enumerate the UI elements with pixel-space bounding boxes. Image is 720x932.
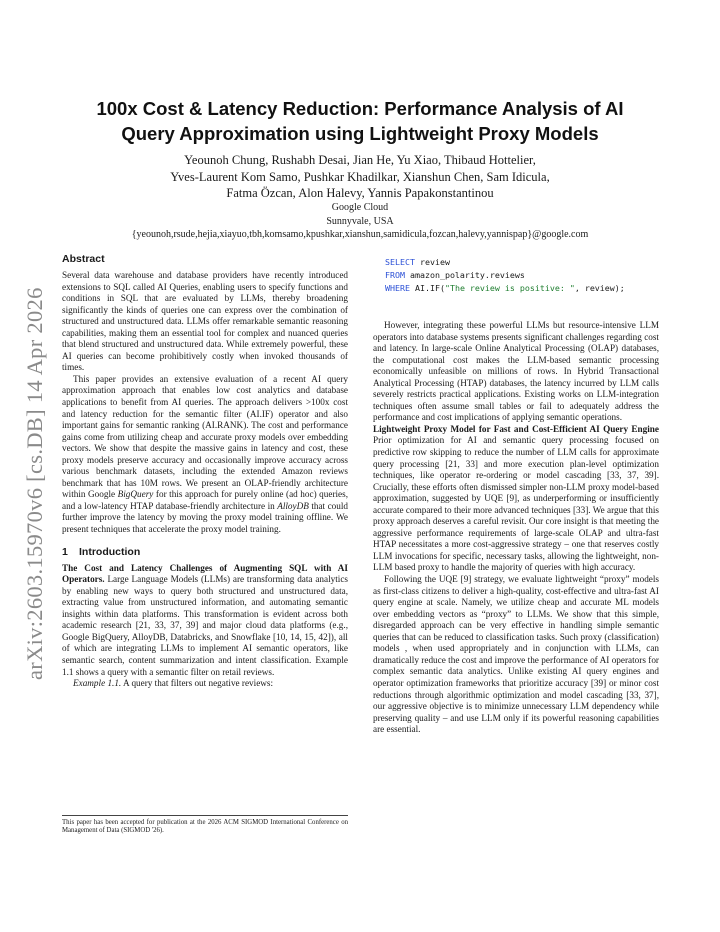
bigquery-emphasis: BigQuery bbox=[117, 489, 154, 500]
paper-title bbox=[60, 96, 660, 146]
authors-line-1: Yeounoh Chung, Rushabh Desai, Jian He, Yu Xiao, Thibaud Hottelier, bbox=[184, 153, 536, 167]
right-column bbox=[373, 320, 659, 736]
sql-keyword-select: SELECT bbox=[385, 257, 415, 267]
affiliation-emails: {yeounoh,rsude,hejia,xiayuo,tbh,komsamo,kpushkar,xianshun,samidicula,fozcan,halevy,yannispap}@google.com bbox=[131, 229, 589, 240]
authors-line-2: Yves-Laurent Kom Samo, Pushkar Khadilkar, Xianshun Chen, Sam Idicula, bbox=[170, 169, 550, 184]
code-line-3-call: AI.IF( bbox=[409, 283, 445, 294]
section-title: Introduction bbox=[79, 545, 141, 558]
sql-code-listing bbox=[385, 256, 625, 296]
sql-keyword-from: FROM bbox=[385, 270, 405, 281]
arxiv-identifier-stamp: arXiv:2603.15970v6 [cs.DB] 14 Apr 2026 bbox=[22, 287, 47, 680]
right-paragraph-2-text: Prior optimization for AI and semantic query processing focused on predictive row skipping to reduce the number of LLM calls for approximate query processing [21, 33] and more execution plan-level optimization techniques, like operator re-ordering or model cascading [33, 37, 39]. Crucially, these efforts often dismissed simpler non-LLM proxy model-based approximation, suggested by UQE [9], as underperforming or insufficiently accurate compared to their more advanced techniques [33]. We argue that this proxy approach deserves a careful revisit. Our core insight is that meeting the aggressive performance requirements of large-scale OLAP and ultra-fast HTAP necessitates a more cost-aggressive strategy – one that reserves costly LLM invocations for specific, necessary tasks, allowing the lightweight, non-LLM based proxy to handle the majority of queries with high accuracy. bbox=[373, 435, 659, 573]
code-line-2 bbox=[385, 269, 625, 282]
section-number: 1 bbox=[62, 545, 68, 558]
introduction-heading bbox=[62, 546, 348, 559]
code-line-1 bbox=[385, 256, 625, 269]
affiliation-block bbox=[60, 201, 660, 242]
introduction-paragraph-1 bbox=[62, 563, 348, 678]
left-column bbox=[62, 253, 348, 690]
abstract-p2-part-a: This paper provides an extensive evaluation of a recent AI query approximation approach that enables low cost analytics and database applications to benefit from AI queries. The approach delivers >100x cost and latency reduction for the semantic filter (AI.IF) operator and also important gains for semantic ranking (AI.RANK). The cost and performance gains come from utilizing cheap and accurate proxy models over embedding vectors. We show that despite the massive gains in latency and cost, these proxy models preserve accuracy and occasionally improve accuracy across various benchmark datasets, including the extended Amazon reviews benchmark that has 10M rows. We present an OLAP-friendly architecture within Google bbox=[62, 373, 348, 500]
alloydb-emphasis: AlloyDB bbox=[277, 500, 309, 511]
abstract-p2-part-c: that could further improve the latency by moving the proxy model training offline. We present techniques that accelerate the proxy model training. bbox=[62, 500, 348, 535]
abstract-heading: Abstract bbox=[62, 253, 105, 265]
right-paragraph-2 bbox=[373, 424, 659, 574]
proxy-model-run-in-heading: Lightweight Proxy Model for Fast and Cost-Efficient AI Query Engine bbox=[373, 423, 659, 434]
affiliation-location: Sunnyvale, USA bbox=[326, 215, 394, 227]
intro-paragraph-text: Large Language Models (LLMs) are transforming data analytics by enabling new ways to query both structured and unstructured data, extracting value from unstructured information, and automating semantic insights within data platforms. This transformation is evident across both academic research [21, 33, 37, 39] and major cloud data platforms (e.g., Google BigQuery, AlloyDB, Databricks, and Snowflake [10, 14, 15, 42]), all of which are integrating LLMs to implement AI semantic operators, like semantic search, content summarization and intent classification. Example 1.1 shows a query with a semantic filter on retail reviews. bbox=[62, 574, 348, 677]
right-paragraph-1: However, integrating these powerful LLMs but resource-intensive LLM operators into database systems presents significant challenges regarding cost and latency. In large-scale Online Analytical Processing (OLAP) databases, the computational cost makes the LLM-based semantic processing economically unfeasible on millions of rows. In Hybrid Transactional Analytical Processing (HTAP) databases, the latency incurred by LLM calls severely restricts practical applications. Existing works on LLM-integration techniques often assume small tables or fail to adequately address the performance and cost implications of applying semantic operations. bbox=[373, 320, 659, 423]
title-line-2: Query Approximation using Lightweight Proxy Models bbox=[121, 123, 599, 144]
title-line-1: 100x Cost & Latency Reduction: Performance Analysis of AI bbox=[96, 98, 624, 119]
example-text: A query that filters out negative reviews: bbox=[121, 678, 274, 689]
sql-keyword-where: WHERE bbox=[385, 283, 410, 294]
author-list bbox=[60, 152, 660, 202]
code-line-2-rest: amazon_polarity.reviews bbox=[404, 270, 525, 281]
affiliation-org: Google Cloud bbox=[331, 202, 389, 213]
example-1-1 bbox=[62, 678, 348, 690]
abstract-p2-part-b: for this approach for purely online (ad hoc) queries, and a low-latency HTAP database-friendly architecture in bbox=[62, 489, 349, 511]
abstract-paragraph-2 bbox=[62, 374, 348, 536]
abstract-paragraph-1: Several data warehouse and database providers have recently introduced extensions to SQL called AI Queries, enabling users to specify functions and conditions in SQL that are evaluated by LLMs, thereby broadening significantly the kinds of queries one can express over the combination of structured and unstructured data. LLMs offer remarkable semantic reasoning capabilities, making them an essential tool for complex and nuanced queries that blend structured and unstructured data. While extremely powerful, these AI queries can become prohibitively costly when invoked thousands of times. bbox=[62, 270, 348, 373]
example-label: Example 1.1. bbox=[73, 678, 122, 689]
footnote: This paper has been accepted for publication at the 2026 ACM SIGMOD International Conference on Management of Data (SIGMOD '26). bbox=[62, 815, 348, 836]
code-line-1-rest: review bbox=[414, 257, 450, 267]
intro-run-in-heading: The Cost and Latency Challenges of Augmenting SQL with AI Operators. bbox=[62, 562, 348, 585]
right-paragraph-3: Following the UQE [9] strategy, we evaluate lightweight “proxy” models as first-class citizens to deliver a high-quality, cost-effective and ultra-fast AI query engine at scale. Namely, we utilize cheap and accurate ML models over embedding vectors as “proxy” to LLMs. We show that this simple, disregarded approach can be very effective in handling simple semantic queries that can be reduced to classification tasks. Such proxy (classification) models , when used appropriately and in conjunction with LLMs, can dramatically reduce the cost and improve the performance of AI operators for complex semantic data analytics. Unlike existing AI query engines and operator optimization frameworks that prioritize accuracy [39] or minor cost reductions through algorithmic optimization and model cascading [33, 37], our aggressive objective is to minimize unnecessary LLM dependency while preserving quality – and use LLM only if its powerful reasoning capabilities are essential. bbox=[373, 574, 659, 735]
code-line-3-end: , review); bbox=[574, 283, 625, 294]
authors-line-3: Fatma Özcan, Alon Halevy, Yannis Papakonstantinou bbox=[226, 186, 494, 200]
code-string-literal: "The review is positive: " bbox=[444, 283, 575, 294]
code-line-3 bbox=[385, 282, 625, 295]
